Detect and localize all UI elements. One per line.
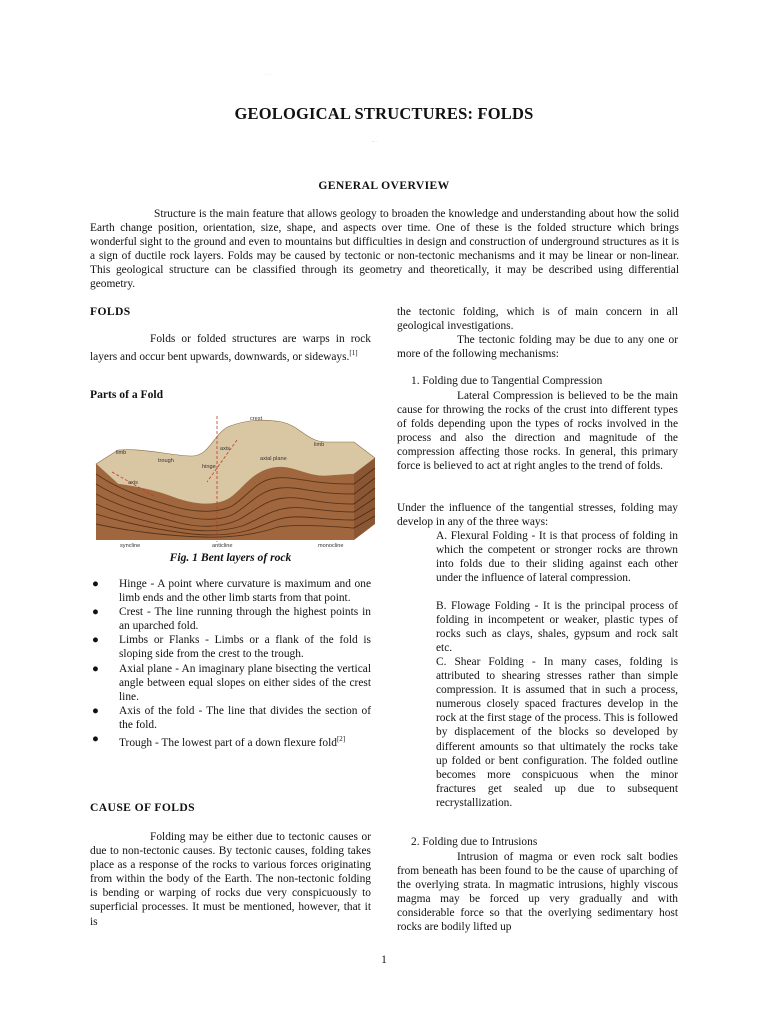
label-limb-right: limb	[314, 442, 325, 448]
parts-list	[90, 577, 371, 750]
way-b: B. Flowage Folding - It is the principal process of folding in incompetent or weaker, plastic types of rocks such as clays, shales, gypsum and rock salt etc.	[436, 600, 678, 655]
label-axial-plane: axial plane	[260, 456, 287, 462]
list-item: ● Limbs or Flanks - Limbs or a flank of the fold is sloping side from the crest to the trough.	[92, 634, 371, 661]
label-axis-top: axis	[220, 446, 230, 452]
folds-heading: FOLDS	[90, 305, 131, 318]
label-hinge: hinge	[202, 464, 216, 470]
scan-mark: -- ·	[372, 139, 377, 144]
label-monocline: monocline	[318, 543, 344, 549]
label-trough: trough	[158, 458, 174, 464]
causes-heading: CAUSE OF FOLDS	[90, 801, 196, 814]
mechanism-2-heading: 2. Folding due to Intrusions	[411, 836, 538, 848]
folds-paragraph: Folds or folded structures are warps in rock layers and occur bent upwards, downwards, or sideways.[1]	[90, 333, 371, 363]
parts-heading: Parts of a Fold	[90, 388, 164, 401]
list-item: ● Crest - The line running through the highest points in an uparched fold.	[92, 606, 371, 633]
page-title: GEOLOGICAL STRUCTURES: FOLDS	[234, 104, 534, 123]
mechanism-1-heading: 1. Folding due to Tangential Compression	[411, 375, 603, 387]
list-item: ● Trough - The lowest part of a down flexure fold[2]	[92, 733, 346, 749]
influence-paragraph: Under the influence of the tangential stresses, folding may develop in any of the three ways:	[397, 502, 678, 529]
folds-ref: [1]	[349, 349, 358, 358]
mechanism-2-paragraph: Intrusion of magma or even rock salt bodies from beneath has been found to be the cause of uparching of the overlying strata. In magmatic intrusions, highly viscous magma may be forced up very gradually and with considerable force so that the overlying sedimentary host rocks are bodily lifted up	[397, 851, 678, 934]
label-axis-left: axis	[128, 480, 138, 486]
figure-caption: Fig. 1 Bent layers of rock	[169, 551, 292, 564]
way-c: C. Shear Folding - In many cases, folding is attributed to shearing stresses rather than simple compression. It is assumed that in such a process, numerous closely spaced fractures develop in the rock at the first stage of the process. This is followed by displacement of the blocks so developed by different amounts so that ultimately the rocks take up folded or bent configuration. The folded outline becomes more conspicuous when the minor fractures get sealed up due to subsequent recrystallization.	[436, 656, 678, 809]
label-crest: crest	[250, 416, 263, 422]
label-anticline: anticline	[212, 543, 233, 549]
label-syncline: syncline	[120, 543, 141, 549]
page-number: 1	[381, 954, 387, 966]
causes-paragraph: Folding may be either due to tectonic causes or due to non-tectonic causes. By tectonic causes, folding takes place as a response of the rocks to various forces originating from within the body of the Earth. The non-tectonic folding is bending or warping of rocks due very conspicuously to superficial processes. It must be mentioned, however, that it is	[90, 831, 371, 928]
mechanisms-intro: The tectonic folding may be due to any one or more of the following mechanisms:	[397, 334, 678, 361]
mechanism-1-paragraph: Lateral Compression is believed to be the main cause for throwing the rocks of the crust into different types of folds depending upon the types of rocks involved in the process and also the direction and magnitude of the compression affecting those rocks. In general, this primary force is believed to act at right angles to the trend of folds.	[397, 390, 678, 473]
list-item: ● Axial plane - An imaginary plane bisecting the vertical angle between equal slopes on either sides of the crest line.	[92, 662, 371, 703]
scan-mark: · · ·	[265, 72, 271, 77]
trough-ref: [2]	[336, 735, 346, 744]
continuation-paragraph: the tectonic folding, which is of main concern in all geological investigations.	[397, 306, 678, 333]
overview-paragraph: Structure is the main feature that allows geology to broaden the knowledge and understanding about how the solid Earth change position, orientation, size, shape, and aspects over time. One of these is the folded structure which brings wonderful sight to the ground and even to mountains but difficulties in design and construction of underground structures as it is a sign of ductile rock layers. Folds may be caused by tectonic or non-tectonic mechanisms and it may be linear or non-linear. This geological structure can be classified through its geometry and theoretically, it may be described using differential geometry.	[90, 208, 679, 291]
list-item: ● Axis of the fold - The line that divides the section of the fold.	[92, 704, 371, 731]
label-limb-left: limb	[116, 450, 127, 456]
list-item: ● Hinge - A point where curvature is maximum and one limb ends and the other limb starts from that point.	[92, 578, 371, 605]
overview-heading: GENERAL OVERVIEW	[318, 179, 450, 192]
way-a: A. Flexural Folding - It is that process of folding in which the competent or stronger rocks are thrown into folds due to their sliding against each other under the influence of lateral compression.	[436, 530, 678, 585]
fold-figure	[92, 412, 384, 550]
